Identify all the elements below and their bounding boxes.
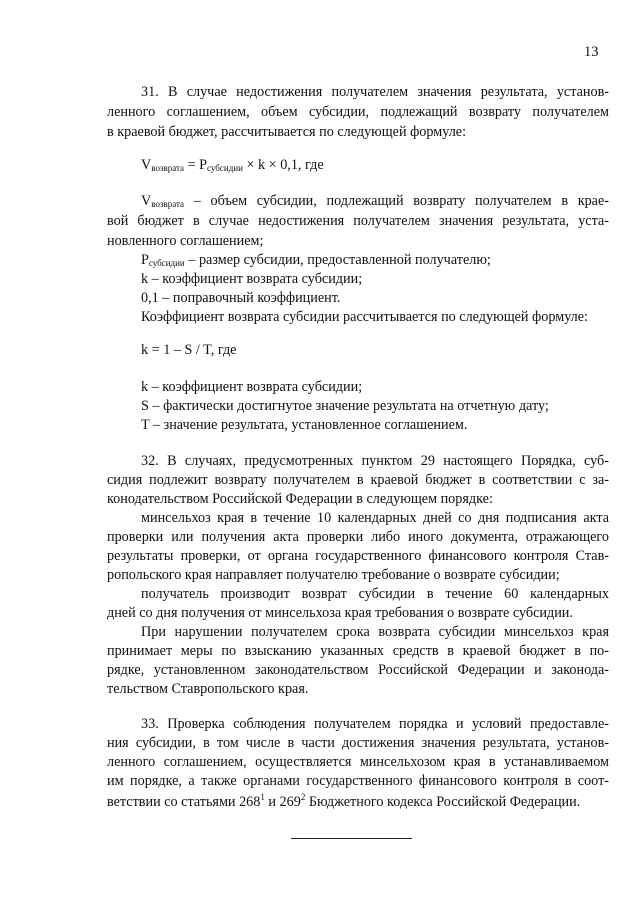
- def-v-line-1: [141, 193, 609, 210]
- k-intro: Коэффициент возврата субсидии рассчитывается по следующей формуле:: [141, 309, 588, 325]
- superscript-2: 2: [300, 792, 306, 802]
- p32-c-line-4: тельством Ставропольского края.: [107, 681, 309, 697]
- p33-line-5-a: ветствии со статьями 268: [107, 794, 261, 810]
- formula-rest: × k × 0,1, где: [242, 157, 324, 173]
- p32-a-line-2: проверки или получения акта проверки либо иного документа, отражающего: [107, 529, 609, 545]
- p32-line-2: сидия подлежит возврату получателем в краевой бюджет в соответствии с за-: [107, 472, 609, 488]
- p33-line-3: ленного соглашением, осуществляется минсельхозом края в устанавливаемом: [107, 754, 609, 770]
- formula-subsidy-return: [141, 157, 324, 174]
- p32-line-1: 32. В случаях, предусмотренных пунктом 29 настоящего Порядка, суб-: [141, 453, 609, 469]
- formula-v: V: [141, 157, 152, 173]
- def-v-line-3: новленного соглашением;: [107, 233, 264, 249]
- formula-eq: = P: [184, 157, 208, 173]
- formula-p-subscript: субсидии: [207, 163, 243, 173]
- p33-line-5-c: Бюджетного кодекса Российской Федерации.: [305, 794, 581, 810]
- p32-b-line-1: получатель производит возврат субсидии в течение 60 календарных: [141, 586, 609, 602]
- p33-line-5-b: и 269: [264, 794, 301, 810]
- p31-line-1: 31. В случае недостижения получателем значения результата, установ-: [141, 84, 609, 100]
- p32-line-3: конодательством Российской Федерации в следующем порядке:: [107, 491, 493, 507]
- p32-c-line-3: рядке, установленном законодательством Российской Федерации и законода-: [107, 662, 609, 678]
- p32-a-line-4: ропольского края направляет получателю требование о возврате субсидии;: [107, 567, 560, 583]
- def-v-subscript: возврата: [151, 199, 185, 209]
- k-def-2: S – фактически достигнутое значение результата на отчетную дату;: [141, 398, 549, 414]
- closing-rule: [291, 838, 412, 839]
- p32-a-line-3: результаты проверки, от органа государственного финансового контроля Став-: [107, 548, 609, 564]
- page-number: 13: [584, 44, 599, 60]
- def-p-text: – размер субсидии, предоставленной получателю;: [184, 252, 491, 268]
- def-p: [141, 252, 491, 269]
- p33-line-2: ния субсидии, в том числе в части достижения значения результата, установ-: [107, 735, 609, 751]
- def-p-subscript: субсидии: [148, 258, 185, 268]
- def-v: V: [141, 193, 152, 209]
- def-correction: 0,1 – поправочный коэффициент.: [141, 290, 341, 306]
- k-def-1: k – коэффициент возврата субсидии;: [141, 379, 363, 395]
- p32-b-line-2: дней со дня получения от минсельхоза края требования о возврате субсидии.: [107, 605, 573, 621]
- def-v-text: – объем субсидии, подлежащий возврату получателем в крае-: [184, 193, 609, 209]
- k-def-3: T – значение результата, установленное соглашением.: [141, 417, 468, 433]
- def-p-letter: P: [141, 252, 149, 268]
- superscript-1: 1: [260, 792, 265, 802]
- p32-a-line-1: минсельхоз края в течение 10 календарных дней со дня подписания акта: [141, 510, 609, 526]
- def-k: k – коэффициент возврата субсидии;: [141, 271, 363, 287]
- p33-line-5: [107, 792, 580, 811]
- p31-line-2: ленного соглашением, объем субсидии, подлежащий возврату получателем: [107, 104, 609, 120]
- def-v-line-2: вой бюджет в случае недостижения получателем значения результата, уста-: [107, 213, 609, 229]
- p32-c-line-1: При нарушении получателем срока возврата субсидии минсельхоз края: [141, 624, 609, 640]
- formula-v-subscript: возврата: [151, 163, 185, 173]
- p33-line-1: 33. Проверка соблюдения получателем порядка и условий предоставле-: [141, 716, 609, 732]
- formula-k: k = 1 – S / T, где: [141, 342, 237, 358]
- p33-line-4: им порядке, а также органами государственного финансового контроля в соот-: [107, 773, 609, 789]
- p32-c-line-2: принимает меры по взысканию указанных средств в краевой бюджет в по-: [107, 643, 609, 659]
- p31-line-3: в краевой бюджет, рассчитывается по следующей формуле:: [107, 124, 467, 140]
